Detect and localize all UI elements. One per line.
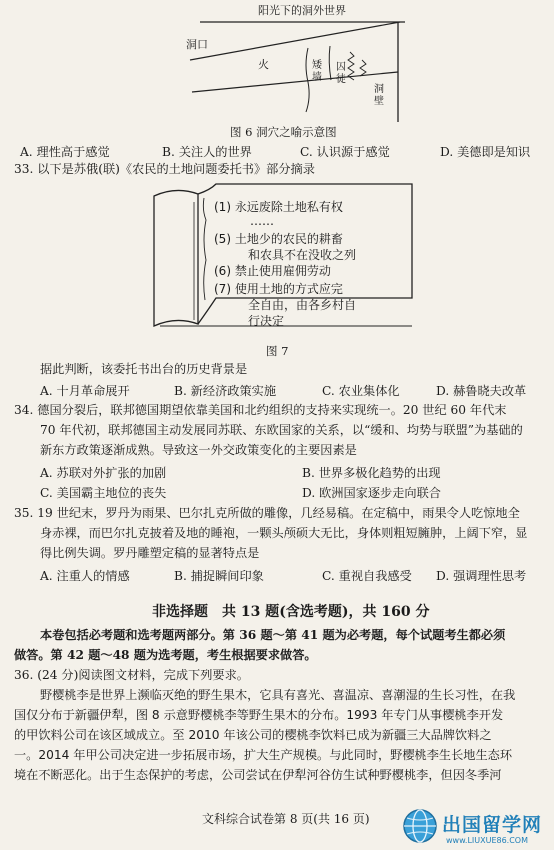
q34-option-c[interactable]: C. 美国霸主地位的丧失	[40, 486, 167, 500]
q33-lead: 据此判断，该委托书出台的历史背景是	[40, 362, 248, 376]
fig6-left-label: 洞口	[186, 38, 208, 51]
book-item-7a: (7) 使用土地的方式应完	[214, 282, 343, 296]
fig6-prisoners-label: 囚徒	[336, 62, 346, 85]
q34-option-d[interactable]: D. 欧洲国家逐步走向联合	[302, 486, 441, 500]
q32-option-c[interactable]: C. 认识源于感觉	[300, 145, 390, 159]
q35-option-d[interactable]: D. 强调理性思考	[436, 569, 527, 583]
q33-option-d[interactable]: D. 赫鲁晓夫改革	[436, 384, 527, 398]
q36-line-5: 境在不断恶化。出于生态保护的考虑，公司尝试在伊犁河谷仿生试种野樱桃李，但因冬季河	[14, 768, 502, 782]
q34-option-b[interactable]: B. 世界多极化趋势的出现	[302, 466, 441, 480]
q36-line-2: 国仅分布于新疆伊犁，图 8 示意野樱桃李等野生果木的分布。1993 年专门从事樱桃李开发	[14, 708, 504, 722]
section-intro-1: 本卷包括必考题和选考题两部分。第 36 题～第 41 题为必考题，每个试题考生都必须	[40, 628, 506, 642]
watermark-text: 出国留学网	[442, 814, 543, 836]
q33-option-c[interactable]: C. 农业集体化	[322, 384, 400, 398]
q36-stem: 36. (24 分)阅读图文材料，完成下列要求。	[14, 668, 249, 682]
section-intro-2: 做答。第 42 题～48 题为选考题，考生根据要求做答。	[14, 648, 317, 662]
globe-icon	[402, 808, 438, 844]
q32-option-b[interactable]: B. 关注人的世界	[162, 145, 252, 159]
watermark-logo	[402, 806, 552, 850]
fig7-caption: 图 7	[266, 344, 289, 358]
book-item-ellipsis: ……	[250, 214, 274, 228]
q34-line-1: 34. 德国分裂后，联邦德国期望依靠美国和北约组织的支持来实现统一。20 世纪 60 年代末	[14, 403, 507, 417]
watermark-url: www.LIUXUE86.COM	[446, 836, 529, 845]
fig6-wall-label: 矮墙	[312, 60, 322, 83]
book-item-6: (6) 禁止使用雇佣劳动	[214, 264, 331, 278]
q32-option-a[interactable]: A. 理性高于感觉	[20, 145, 110, 159]
q33-option-a[interactable]: A. 十月革命展开	[40, 384, 130, 398]
fig6-caption: 图 6 洞穴之喻示意图	[230, 125, 337, 139]
q33-option-b[interactable]: B. 新经济政策实施	[174, 384, 277, 398]
q33-stem: 33. 以下是苏俄(联)《农民的土地问题委托书》部分摘录	[14, 162, 315, 176]
q35-line-2: 身赤裸，而巴尔扎克披着及地的睡袍，一颗头颅硕大无比，身体则粗短臃肿，上阔下窄，显	[40, 526, 528, 540]
fig6-top-label: 阳光下的洞外世界	[258, 4, 346, 17]
book-item-5a: (5) 土地少的农民的耕畜	[214, 232, 343, 246]
book-item-7b: 全自由，由各乡村自	[248, 298, 357, 312]
q35-line-1: 35. 19 世纪末，罗丹为雨果、巴尔扎克所做的雕像，几经易稿。在定稿中，雨果令人吃惊地全	[14, 506, 520, 520]
q36-line-4: 一。2014 年甲公司决定进一步拓展市场，扩大生产规模。与此同时，野樱桃李生长地生态环	[14, 748, 513, 762]
q35-line-3: 得比例失调。罗丹雕塑定稿的显著特点是	[40, 546, 260, 560]
fig6-cave-wall-label: 洞壁	[374, 84, 384, 107]
q32-option-d[interactable]: D. 美德即是知识	[440, 145, 531, 159]
book-item-1: (1) 永远废除土地私有权	[214, 200, 343, 214]
book-item-7c: 行决定	[248, 314, 285, 328]
q34-line-3: 新东方政策逐渐成熟。导致这一外交政策变化的主要因素是	[40, 443, 357, 457]
q35-option-b[interactable]: B. 捕捉瞬间印象	[174, 569, 264, 583]
q36-line-1: 野樱桃李是世界上濒临灭绝的野生果木，它具有喜光、喜温凉、喜潮湿的生长习性，在我	[40, 688, 516, 702]
fig6-fire-label: 火	[258, 58, 269, 71]
page-footer: 文科综合试卷第 8 页(共 16 页)	[202, 812, 370, 826]
q34-option-a[interactable]: A. 苏联对外扩张的加剧	[40, 466, 167, 480]
section-title: 非选择题 共 13 题(含选考题)，共 160 分	[152, 604, 430, 620]
q34-line-2: 70 年代初，联邦德国主动发展同苏联、东欧国家的关系，以“缓和、均势与联盟”为基础的	[40, 423, 523, 437]
q35-option-c[interactable]: C. 重视自我感受	[322, 569, 412, 583]
book-item-5b: 和农具不在没收之列	[248, 248, 357, 262]
q35-option-a[interactable]: A. 注重人的情感	[40, 569, 130, 583]
q36-line-3: 的甲饮料公司在该区域成立。至 2010 年该公司的樱桃李饮料已成为新疆三大品牌饮料之	[14, 728, 492, 742]
